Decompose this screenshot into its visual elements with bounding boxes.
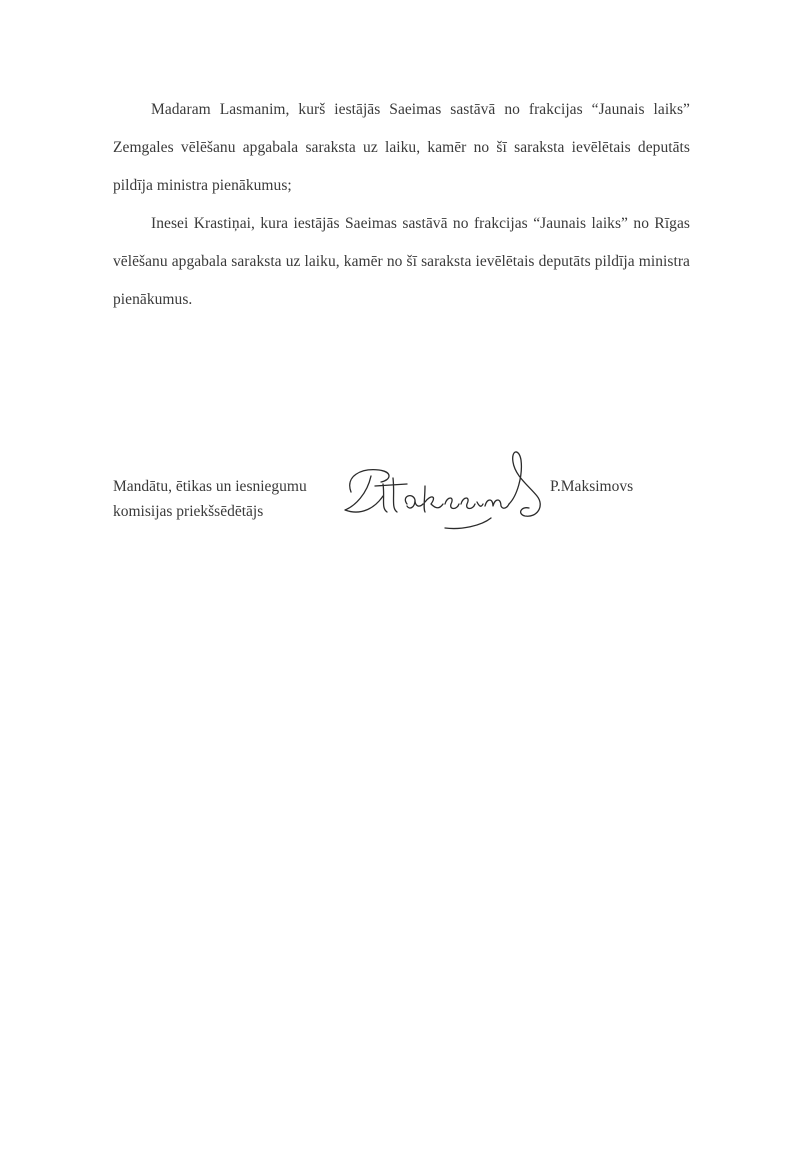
paragraph-lasmanis: Madaram Lasmanim, kurš iestājās Saeimas sastāvā no frakcijas “Jaunais laiks” Zemgales vēlēšanu apgabala saraksta uz laiku, kamēr no šī saraksta ievēlētais deputāts pildīja ministra pienākumus; xyxy=(113,101,690,194)
signatory-title xyxy=(113,474,307,524)
signatory-title-line1: Mandātu, ētikas un iesniegumu xyxy=(113,478,307,495)
document-body xyxy=(113,91,690,319)
signatory-title-line2: komisijas priekšsēdētājs xyxy=(113,503,264,520)
handwritten-signature xyxy=(341,446,553,536)
signatory-name: P.Maksimovs xyxy=(550,478,634,495)
signature-block xyxy=(113,474,673,554)
paragraph-krastina: Inesei Krastiņai, kura iestājās Saeimas sastāvā no frakcijas “Jaunais laiks” no Rīgas vēlēšanu apgabala saraksta uz laiku, kamēr no šī saraksta ievēlētais deputāts pildīja ministra pienākumus. xyxy=(113,215,690,308)
